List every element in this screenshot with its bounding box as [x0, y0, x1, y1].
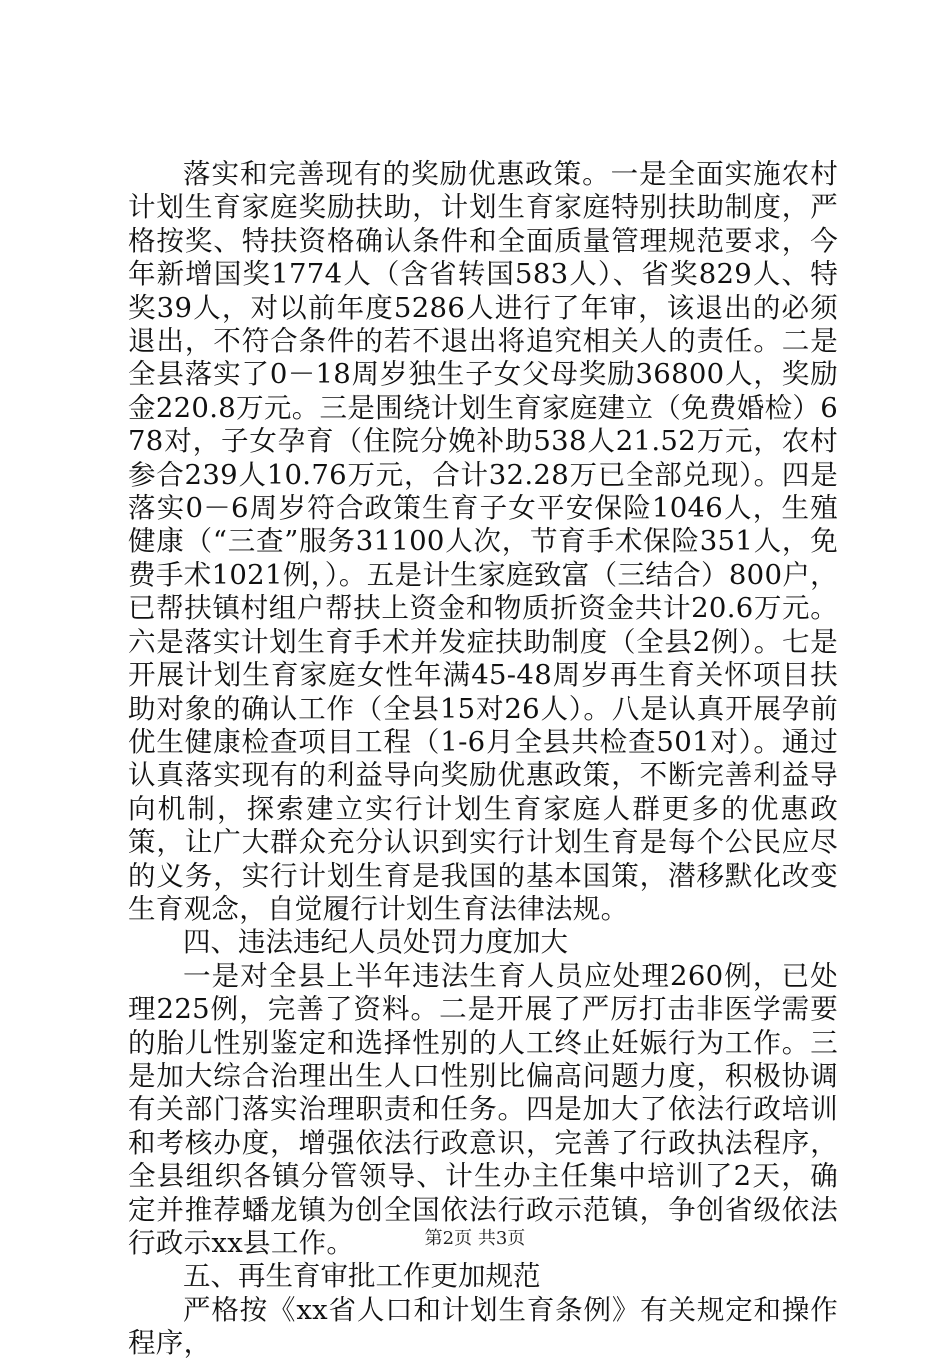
- paragraph-penalties: 一是对全县上半年违法生育人员应处理260例，已处理225例，完善了资料。二是开展了严厉打击非医学需要的胎儿性别鉴定和选择性别的人工终止妊娠行为工作。三是加大综合治理出生人口性别比偏高问题力度，积极协调有关部门落实治理职责和任务。四是加大了依法行政培训和考核办度，增强依法行政意识，完善了行政执法程序，全县组织各镇分管领导、计生办主任集中培训了2天，确定并推荐蟠龙镇为创全国依法行政示范镇，争创省级依法行政示xx县工作。: [128, 959, 838, 1259]
- section-heading-approval: 五、再生育审批工作更加规范: [183, 1260, 541, 1293]
- page-number-footer: 第2页 共3页: [424, 1228, 526, 1249]
- document-body: [128, 158, 838, 1361]
- section-heading-penalties: 四、违法违纪人员处罚力度加大: [183, 926, 568, 959]
- paragraph-incentive-policies: 落实和完善现有的奖励优惠政策。一是全面实施农村计划生育家庭奖励扶助，计划生育家庭特别扶助制度，严格按奖、特扶资格确认条件和全面质量管理规范要求，今年新增国奖1774人（含省转国583人）、省奖829人、特奖39人，对以前年度5286人进行了年审，该退出的必须退出，不符合条件的若不退出将追究相关人的责任。二是全县落实了0－18周岁独生子女父母奖励36800人，奖励金220.8万元。三是围绕计划生育家庭建立（免费婚检）678对，子女孕育（住院分娩补助538人21.52万元，农村参合239人10.76万元，合计32.28万已全部兑现）。四是落实0－6周岁符合政策生育子女平安保险1046人，生殖健康（“三查”服务31100人次，节育手术保险351人，免费手术1021例，）。五是计生家庭致富（三结合）800户，已帮扶镇村组户帮扶上资金和物质折资金共计20.6万元。六是落实计划生育手术并发症扶助制度（全县2例）。七是开展计划生育家庭女性年满45-48周岁再生育关怀项目扶助对象的确认工作（全县15对26人）。八是认真开展孕前优生健康检查项目工程（1-6月全县共检查501对）。通过认真落实现有的利益导向奖励优惠政策，不断完善利益导向机制，探索建立实行计划生育家庭人群更多的优惠政策，让广大群众充分认识到实行计划生育是每个公民应尽的义务，实行计划生育是我国的基本国策，潜移默化改变生育观念，自觉履行计划生育法律法规。: [128, 158, 838, 925]
- paragraph-approval: 严格按《xx省人口和计划生育条例》有关规定和操作程序，: [128, 1293, 838, 1360]
